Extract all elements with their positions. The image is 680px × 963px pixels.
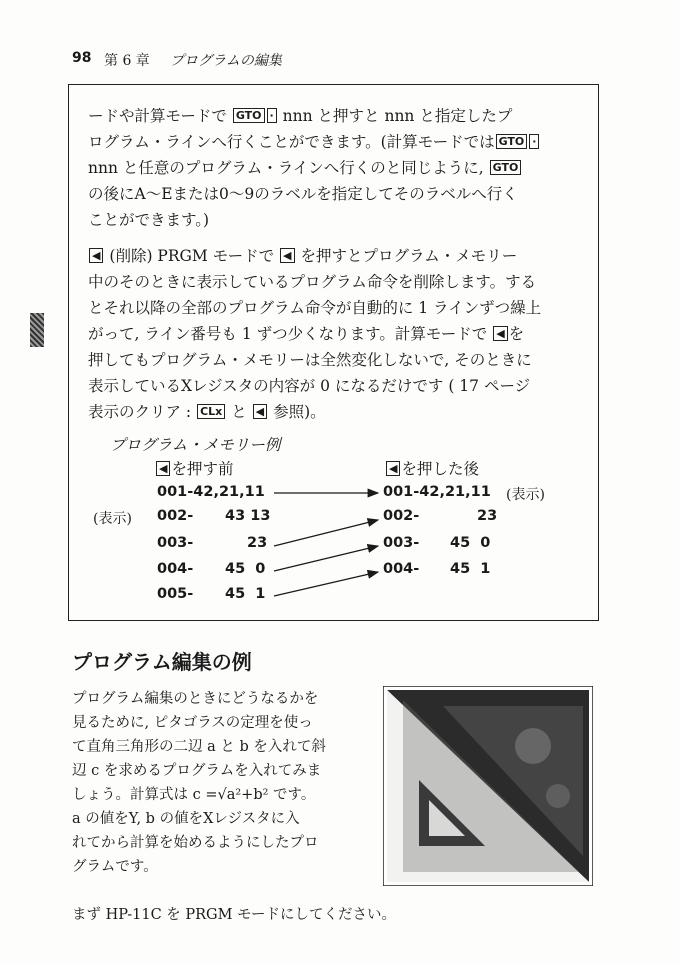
example-title: プログラム・メモリー例 bbox=[110, 436, 281, 454]
back-arrow-key: ◀ bbox=[280, 248, 294, 263]
after-line-2: 002- bbox=[383, 508, 420, 524]
before-line-2: 002- bbox=[157, 508, 194, 524]
before-code-2: 43 13 bbox=[225, 508, 271, 524]
after-label bbox=[385, 456, 479, 482]
p2-line-2: 中のそのときに表示しているプログラム命令を削除します。する bbox=[88, 273, 537, 291]
p1-line-3 bbox=[88, 155, 522, 181]
p1-line-1a: ードや計算モードで bbox=[88, 107, 227, 125]
p1-line-1 bbox=[88, 103, 512, 129]
final-line: まず HP-11C を PRGM モードにしてください。 bbox=[72, 907, 397, 923]
after-code-4: 45 1 bbox=[450, 561, 491, 577]
clx-key: CLx bbox=[197, 404, 225, 419]
display-tag-after: (表示) bbox=[506, 487, 545, 503]
p2-line-1a: (削除) PRGM モードで bbox=[109, 247, 275, 265]
back-arrow-key: ◀ bbox=[89, 248, 103, 263]
back-arrow-key: ◀ bbox=[386, 461, 400, 476]
section-line-3: て直角三角形の二辺 a と b を入れて斜 bbox=[72, 739, 326, 755]
after-code-2: 23 bbox=[477, 508, 498, 524]
gto-key: GTO bbox=[490, 160, 522, 175]
p2-line-1b: を押すとプログラム・メモリー bbox=[300, 247, 518, 265]
before-code-5: 45 1 bbox=[225, 586, 266, 602]
triangle-ruler-photo bbox=[383, 686, 593, 886]
p2-line-3: とそれ以降の全部のプログラム命令が自動的に 1 ラインずつ繰上 bbox=[88, 299, 542, 317]
section-line-6: a の値をY, b の値をXレジスタに入 bbox=[72, 811, 300, 827]
page-number: 98 bbox=[72, 50, 92, 66]
before-label-text: を押す前 bbox=[171, 460, 234, 478]
before-line-1: 001-42,21,11 bbox=[157, 484, 265, 500]
section-line-7: れてから計算を始めるようにしたプロ bbox=[72, 835, 319, 851]
before-code-3: 23 bbox=[247, 535, 268, 551]
after-label-text: を押した後 bbox=[401, 460, 479, 478]
p2-line-7b: と bbox=[231, 403, 247, 421]
thumb-index-tab bbox=[30, 313, 44, 347]
dot-key: · bbox=[267, 108, 277, 123]
dot-key: · bbox=[529, 134, 539, 149]
p1-line-3a: nnn と任意のプログラム・ラインへ行くのと同じように, bbox=[88, 159, 484, 177]
section-heading: プログラム編集の例 bbox=[72, 650, 252, 674]
section-line-4: 辺 c を求めるプログラムを入れてみま bbox=[72, 763, 322, 779]
p1-line-5: ことができます。) bbox=[88, 211, 210, 229]
p1-line-2a: ログラム・ラインへ行くことができます。(計算モードでは bbox=[88, 133, 495, 151]
before-line-4: 004- bbox=[157, 561, 194, 577]
before-code-4: 45 0 bbox=[225, 561, 266, 577]
p2-line-7 bbox=[88, 399, 326, 425]
after-line-4: 004- bbox=[383, 561, 420, 577]
p2-line-4b: を bbox=[508, 325, 525, 343]
section-line-5: しょう。計算式は c =√a²+b² です。 bbox=[72, 787, 316, 803]
p2-line-5: 押してもプログラム・メモリーは全然変化しないで, そのときに bbox=[88, 351, 532, 369]
section-line-8: グラムです。 bbox=[72, 859, 158, 875]
p2-line-4 bbox=[88, 321, 524, 347]
section-line-1: プログラム編集のときにどうなるかを bbox=[72, 691, 319, 707]
gto-key: GTO bbox=[496, 134, 528, 149]
display-tag-before: (表示) bbox=[93, 511, 132, 527]
gto-key: GTO bbox=[233, 108, 265, 123]
before-line-5: 005- bbox=[157, 586, 194, 602]
p1-line-4: の後にA〜Eまたは0〜9のラベルを指定してそのラベルへ行く bbox=[88, 185, 518, 203]
p1-line-1b: nnn と押すと nnn と指定したプ bbox=[282, 107, 513, 125]
p2-line-7c: 参照)。 bbox=[273, 403, 326, 421]
before-label bbox=[155, 456, 233, 482]
back-arrow-key: ◀ bbox=[253, 404, 267, 419]
chapter-title: プログラムの編集 bbox=[170, 53, 282, 69]
after-line-3: 003- bbox=[383, 535, 420, 551]
p2-line-6: 表示しているXレジスタの内容が 0 になるだけです ( 17 ページ bbox=[88, 377, 531, 395]
after-line-1: 001-42,21,11 bbox=[383, 484, 491, 500]
p2-line-1 bbox=[88, 243, 517, 269]
p2-line-4a: がって, ライン番号も 1 ずつ少くなります。計算モードで bbox=[88, 325, 488, 343]
before-line-3: 003- bbox=[157, 535, 194, 551]
chapter-number: 第 6 章 bbox=[104, 53, 150, 69]
back-arrow-key: ◀ bbox=[493, 326, 507, 341]
back-arrow-key: ◀ bbox=[156, 461, 170, 476]
section-line-2: 見るために, ピタゴラスの定理を使っ bbox=[72, 715, 313, 731]
p1-line-2 bbox=[88, 129, 540, 155]
after-code-3: 45 0 bbox=[450, 535, 491, 551]
p2-line-7a: 表示のクリア : bbox=[88, 403, 192, 421]
